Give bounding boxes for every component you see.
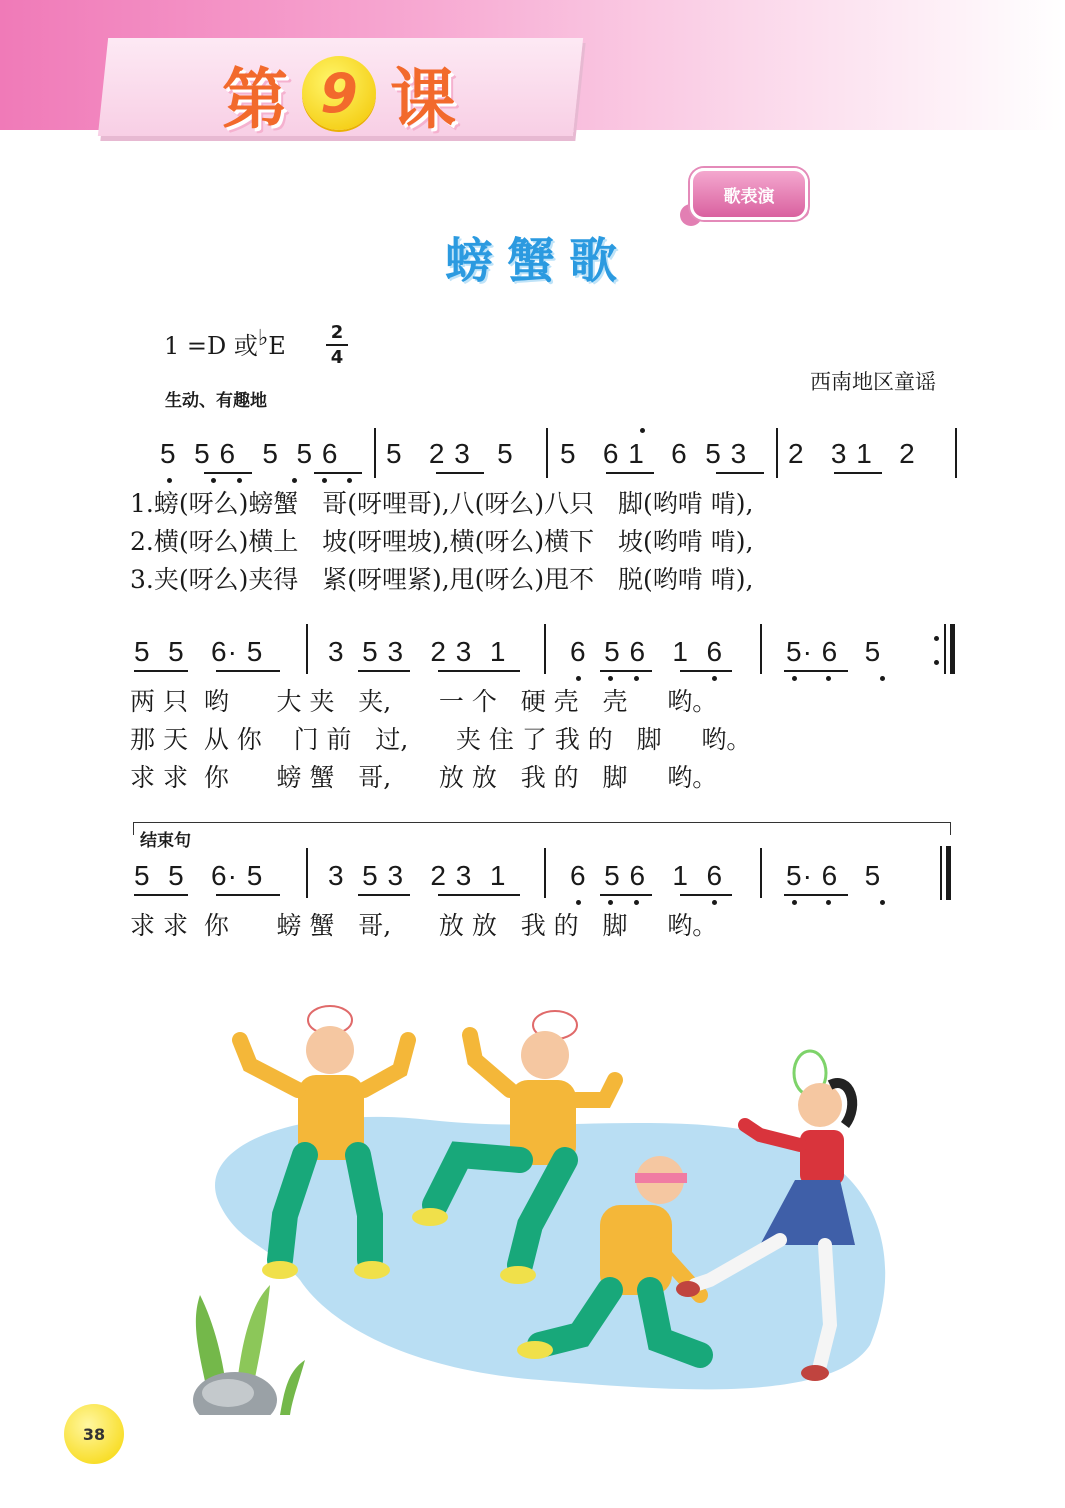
activity-tag: 歌表演 [690, 168, 808, 220]
song-origin: 西南地区童谣 [810, 370, 936, 394]
beam [216, 670, 280, 672]
rock-highlight [202, 1379, 254, 1407]
low-octave-dot [634, 676, 639, 681]
beam [834, 472, 882, 474]
beam [358, 670, 410, 672]
beam [314, 472, 362, 474]
meter-bottom: 4 [330, 347, 344, 368]
measure-1-4: 2 3 1 2 [788, 438, 916, 469]
barline [776, 428, 778, 478]
barline [955, 428, 957, 478]
low-octave-dot [576, 900, 581, 905]
measure-1-3: 5 6 1 6 5 3 [560, 438, 748, 469]
low-octave-dot [792, 900, 797, 905]
low-octave-dot [347, 478, 352, 483]
coda-measure-3: 6 5 6 1 6 [570, 860, 724, 891]
measure-1-1: 5 5 6 5 5 6 [160, 438, 339, 469]
meter-top: 2 [330, 322, 344, 343]
beam [358, 894, 410, 896]
lyric-line-3: 3.夹(呀么)夹得 紧(呀哩紧),甩(呀么)甩不 脱(哟啃 啃), [130, 565, 754, 594]
barline [544, 624, 546, 674]
coda-measure-1: 5 5 6· 5 [134, 860, 264, 891]
beam [436, 472, 484, 474]
beam [438, 670, 520, 672]
barline [546, 428, 548, 478]
coda-label: 结束句 [140, 831, 191, 851]
low-octave-dot [826, 900, 831, 905]
beam [204, 472, 252, 474]
children-dancing-illustration [180, 995, 900, 1415]
lyric-line-2: 那 天 从 你 门 前 过, 夹 住 了 我 的 脚 哟。 [130, 725, 752, 754]
beam [216, 894, 280, 896]
beam [134, 670, 188, 672]
low-octave-dot [322, 478, 327, 483]
beam [600, 894, 652, 896]
tempo-marking: 生动、有趣地 [165, 391, 267, 411]
lyric-line-3: 求 求 你 螃 蟹 哥, 放 放 我 的 脚 哟。 [130, 763, 718, 792]
measure-2-3: 6 5 6 1 6 [570, 636, 724, 667]
coda-lyric-line: 求 求 你 螃 蟹 哥, 放 放 我 的 脚 哟。 [130, 911, 718, 940]
lyric-line-1: 1.螃(呀么)螃蟹 哥(呀哩哥),八(呀么)八只 脚(哟啃 啃), [130, 489, 754, 518]
beam [680, 894, 732, 896]
coda-bracket [133, 822, 951, 835]
time-signature [326, 322, 348, 368]
low-octave-dot [792, 676, 797, 681]
page-number: 38 [64, 1404, 124, 1464]
measure-2-2: 3 5 3 2 3 1 [328, 636, 507, 667]
key-alt: E [268, 332, 286, 360]
beam [438, 894, 520, 896]
low-octave-dot [211, 478, 216, 483]
coda-measure-2: 3 5 3 2 3 1 [328, 860, 507, 891]
lesson-title [222, 48, 456, 138]
measure-2-4: 5· 6 5 [786, 636, 882, 667]
barline [306, 848, 308, 898]
repeat-dot [934, 660, 939, 665]
final-barline-thick [946, 846, 951, 900]
repeat-barline-thick [950, 624, 955, 674]
low-octave-dot [712, 900, 717, 905]
lesson-number-badge: 9 [302, 56, 376, 130]
lesson-suffix: 课 [390, 60, 456, 138]
beam [606, 472, 654, 474]
measure-2-1: 5 5 6· 5 [134, 636, 264, 667]
final-barline [940, 846, 942, 900]
barline [760, 848, 762, 898]
beam [134, 894, 188, 896]
high-octave-dot [640, 428, 645, 433]
low-octave-dot [712, 676, 717, 681]
low-octave-dot [292, 478, 297, 483]
low-octave-dot [608, 900, 613, 905]
grass-icon [280, 1360, 305, 1415]
low-octave-dot [167, 478, 172, 483]
meter-divider [326, 344, 348, 346]
low-octave-dot [634, 900, 639, 905]
low-octave-dot [880, 676, 885, 681]
beam [600, 670, 652, 672]
coda-measure-4: 5· 6 5 [786, 860, 882, 891]
key-signature [164, 326, 286, 361]
low-octave-dot [880, 900, 885, 905]
low-octave-dot [608, 676, 613, 681]
repeat-dot [934, 636, 939, 641]
beam [680, 670, 732, 672]
lyric-line-2: 2.横(呀么)横上 坡(呀哩坡),横(呀么)横下 坡(哟啃 啃), [130, 527, 754, 556]
key-text: 1 =D 或 [164, 332, 258, 360]
beam [784, 894, 848, 896]
beam [784, 670, 848, 672]
lesson-prefix: 第 [222, 60, 288, 138]
measure-1-2: 5 2 3 5 [386, 438, 514, 469]
barline [306, 624, 308, 674]
barline [374, 428, 376, 478]
beam [716, 472, 764, 474]
low-octave-dot [576, 676, 581, 681]
low-octave-dot [826, 676, 831, 681]
repeat-barline [944, 624, 946, 674]
barline [760, 624, 762, 674]
lyric-line-1: 两 只 哟 大 夹 夹, 一 个 硬 壳 壳 哟。 [130, 687, 718, 716]
flat-symbol: ♭ [257, 326, 269, 351]
song-title: 螃蟹歌 [445, 233, 632, 289]
low-octave-dot [237, 478, 242, 483]
barline [544, 848, 546, 898]
